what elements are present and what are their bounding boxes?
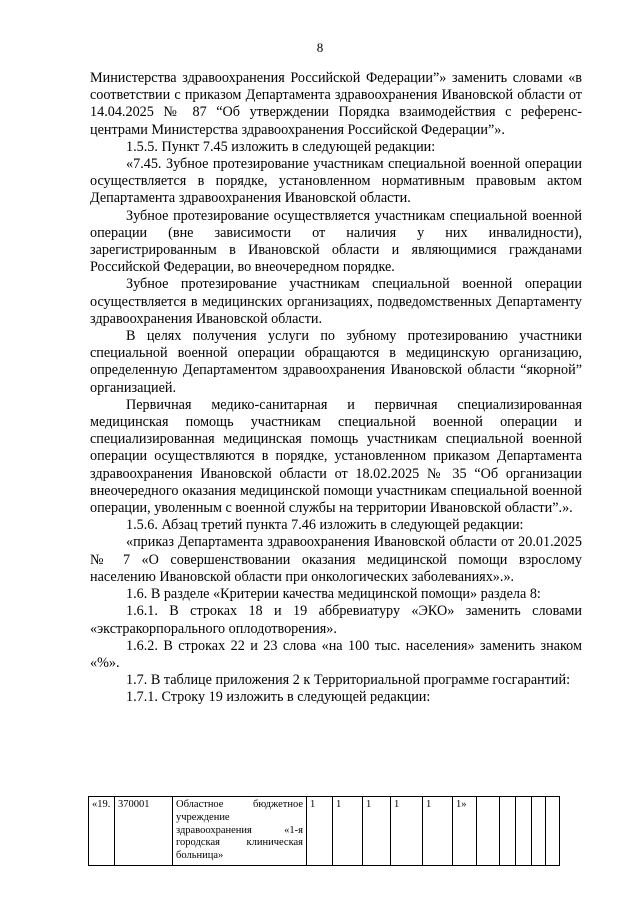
paragraph: «приказ Департамента здравоохранения Ивановской области от 20.01.2025 № 7 «О совершенствовании оказания медицинской помощи взрослому населению Ивановской области при онкологических заболеваниях».». xyxy=(90,534,582,585)
paragraph: 1.6. В разделе «Критерии качества медицинской помощи» раздела 8: xyxy=(126,586,541,603)
paragraph: В целях получения услуги по зубному протезированию участники специальной военной операции обращаются в медицинскую организацию, определенную Департаментом здравоохранения Ивановской области “якорной” организацией. xyxy=(90,328,582,396)
document-body xyxy=(90,70,582,707)
page-number: 8 xyxy=(316,40,324,55)
value-cell: 1 xyxy=(307,797,333,866)
table-fragment xyxy=(88,796,574,866)
paragraph: «7.45. Зубное протезирование участникам специальной военной операции осуществляется в порядке, установленном нормативным правовым актом Департамента здравоохранения Ивановской области. xyxy=(90,156,582,207)
paragraph: Зубное протезирование участникам специальной военной операции осуществляется в медицинских организациях, подведомственных Департаменту здравоохранения Ивановской области. xyxy=(90,276,582,327)
value-cell xyxy=(477,797,500,866)
value-cell xyxy=(546,797,560,866)
value-cell: 1 xyxy=(423,797,453,866)
value-cell xyxy=(500,797,516,866)
value-cell: 1 xyxy=(363,797,391,866)
organization-cell: Областное бюджетное учреждение здравоохранения «1-я городская клиническая больница» xyxy=(173,797,307,866)
row-number-cell: «19. xyxy=(89,797,115,866)
paragraph: 1.6.1. В строках 18 и 19 аббревиатуру «ЭКО» заменить словами «экстракорпорального оплодотворения». xyxy=(90,603,582,637)
value-cell: 1 xyxy=(391,797,423,866)
code-cell: 370001 xyxy=(115,797,173,866)
paragraph: 1.7.1. Строку 19 изложить в следующей редакции: xyxy=(126,689,431,706)
paragraph: 1.5.6. Абзац третий пункта 7.46 изложить в следующей редакции: xyxy=(126,517,524,534)
value-cell xyxy=(516,797,532,866)
value-cell: 1» xyxy=(453,797,477,866)
paragraph: 1.6.2. В строках 22 и 23 слова «на 100 тыс. населения» заменить знаком «%». xyxy=(90,637,582,671)
table-row xyxy=(89,797,574,866)
paragraph: 1.5.5. Пункт 7.45 изложить в следующей редакции: xyxy=(126,138,436,155)
value-cell xyxy=(532,797,546,866)
paragraph: Первичная медико-санитарная и первичная специализированная медицинская помощь участникам специальной военной операции и специализированная медицинская помощь участникам специальной военной операции осуществляются в порядке, установленном приказом Департамента здравоохранения Ивановской области от 18.02.2025 № 35 “Об организации внеочередного оказания медицинской помощи участникам специальной военной операции, уволенным с военной службы на территории Ивановской области”.». xyxy=(90,396,582,517)
paragraph: Министерства здравоохранения Российской Федерации”» заменить словами «в соответствии с приказом Департамента здравоохранения Ивановской области от 14.04.2025 № 87 “Об утверждении Порядка взаимодействия с референс-центрами Министерства здравоохранения Российской Федерации”». xyxy=(90,70,582,138)
paragraph: 1.7. В таблице приложения 2 к Территориальной программе госгарантий: xyxy=(126,672,571,689)
paragraph: Зубное протезирование осуществляется участникам специальной военной операции (вне зависимости от наличия у них инвалидности), зарегистрированным в Ивановской области и являющимися гражданами Российской Федерации, во внеочередном порядке. xyxy=(90,207,582,276)
value-cell: 1 xyxy=(333,797,363,866)
